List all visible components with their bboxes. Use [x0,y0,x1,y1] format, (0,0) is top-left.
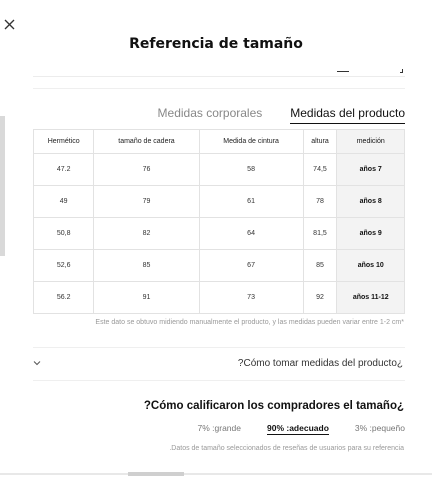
table-cell: 82 [94,218,199,250]
size-label-cell: años 10 [337,250,405,282]
measurement-tabs [158,106,405,124]
left-scroll-indicator [0,116,5,256]
fit-option-small: 3% :pequeño [354,423,405,433]
table-cell: 81,5 [303,218,337,250]
scrollbar-thumb[interactable] [128,472,184,476]
size-label-cell: años 7 [337,154,405,186]
tab-body-measurements[interactable]: Medidas corporales [157,106,263,120]
column-header: medición [337,130,405,154]
table-cell: 73 [199,282,303,314]
table-row [34,186,405,218]
column-header: tamaño de cadera [94,130,199,154]
column-header: altura [303,130,337,154]
table-cell: 79 [94,186,199,218]
chevron-down-icon [33,359,41,367]
fit-option-adequate: 90% :adecuado [267,423,329,433]
column-header: Medida de cintura [199,130,303,154]
size-label-cell: años 11-12 [337,282,405,314]
fit-rating-options [198,423,405,435]
column-header: Hermético [34,130,94,154]
size-label-cell: años 9 [337,218,405,250]
table-header-row [34,130,405,154]
table-cell: 91 [94,282,199,314]
size-table [33,129,405,314]
table-cell: 67 [199,250,303,282]
collapsed-section-remnant [33,69,405,77]
how-to-measure-toggle[interactable] [33,356,405,374]
fit-option-large: 7% :grande [197,423,241,433]
measurement-note: Este dato se obtuvo midiendo manualmente el producto, y las medidas pueden variar entre 1-2 cm* [95,319,404,326]
divider [33,380,405,381]
table-cell: 85 [94,250,199,282]
table-cell: 78 [303,186,337,218]
table-cell: 61 [199,186,303,218]
table-row [34,282,405,314]
table-row [34,250,405,282]
horizontal-scrollbar[interactable] [0,472,432,476]
divider [33,88,405,89]
dialog-title: Referencia de tamaño [129,36,303,52]
close-button[interactable] [3,18,17,32]
table-cell: 92 [303,282,337,314]
table-cell: 50,8 [34,218,94,250]
table-row [34,218,405,250]
how-to-measure-label: ?Cómo tomar medidas del producto¿ [237,358,403,369]
table-cell: 52,6 [34,250,94,282]
size-label-cell: años 8 [337,186,405,218]
fit-rating-note: .Datos de tamaño seleccionados de reseñas de usuarios para su referencia [169,445,404,452]
table-cell: 58 [199,154,303,186]
table-cell: 49 [34,186,94,218]
table-cell: 64 [199,218,303,250]
close-icon [3,18,17,32]
fit-rating-title: ?Cómo calificaron los compradores el tamaño¿ [143,400,404,412]
table-cell: 74,5 [303,154,337,186]
divider [33,347,405,348]
table-cell: 56.2 [34,282,94,314]
table-cell: 76 [94,154,199,186]
tab-product-measurements[interactable]: Medidas del producto [290,106,405,124]
table-cell: 47.2 [34,154,94,186]
table-cell: 85 [303,250,337,282]
table-row [34,154,405,186]
